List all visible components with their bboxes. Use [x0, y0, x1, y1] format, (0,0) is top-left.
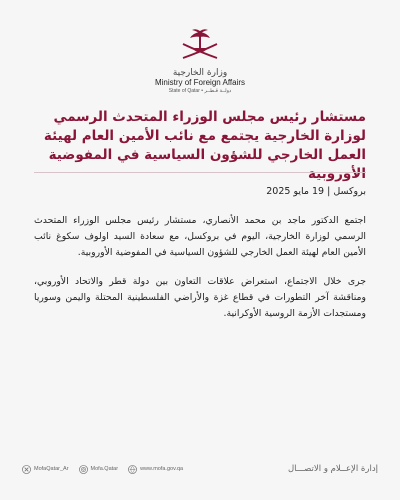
paragraph-2: جرى خلال الاجتماع، استعراض علاقات التعاون بين دولة قطر والاتحاد الأوروبي، ومناقشة آخر التطورات في قطاع غزة والأراضي الفلسطينية المحتلة واليمن وسوريا ومستجدات الأزمة الروسية الأوكرانية. — [34, 276, 366, 319]
dateline: بروكسل | 19 مايو 2025 — [266, 186, 366, 197]
social-links — [22, 465, 183, 474]
ministry-name-arabic: وزارة الخارجية — [172, 68, 228, 78]
social-x[interactable] — [22, 465, 69, 474]
qatar-emblem-icon — [179, 28, 221, 66]
footer — [22, 460, 378, 478]
paragraph-1: اجتمع الدكتور ماجد بن محمد الأنصاري، مستشار رئيس مجلس الوزراء المتحدث الرسمي لوزارة الخارجية، اليوم في بروكسل، مع سعادة السيد اولوف سكوغ نائب الأمين العام لهيئة العمل الخارجي للشؤون السياسية في المفوضية الأوروبية. — [34, 215, 366, 258]
article-body — [34, 184, 366, 335]
globe-icon — [128, 465, 137, 474]
ministry-name-english: Ministry of Foreign Affairs — [154, 78, 246, 87]
social-handle-x: MofaQatar_Ar — [34, 466, 69, 472]
divider — [34, 172, 366, 173]
state-of-qatar-label: State of Qatar • دولــة قـطــر — [168, 88, 232, 94]
social-handle-website: www.mofa.gov.qa — [140, 466, 184, 472]
x-icon — [22, 465, 31, 474]
social-website[interactable] — [128, 465, 183, 474]
department-name: إدارة الإعــلام و الاتصـــال — [287, 464, 378, 474]
headline: مستشار رئيس مجلس الوزراء المتحدث الرسمي لوزارة الخارجية يجتمع مع نائب الأمين العام لهيئة العمل الخارجي للشؤون السياسية في المفوضية الأوروبية — [43, 109, 366, 182]
instagram-icon — [79, 465, 88, 474]
social-handle-instagram: Mofa.Qatar — [90, 466, 119, 472]
ministry-logo — [0, 28, 400, 95]
social-instagram[interactable] — [79, 465, 119, 474]
